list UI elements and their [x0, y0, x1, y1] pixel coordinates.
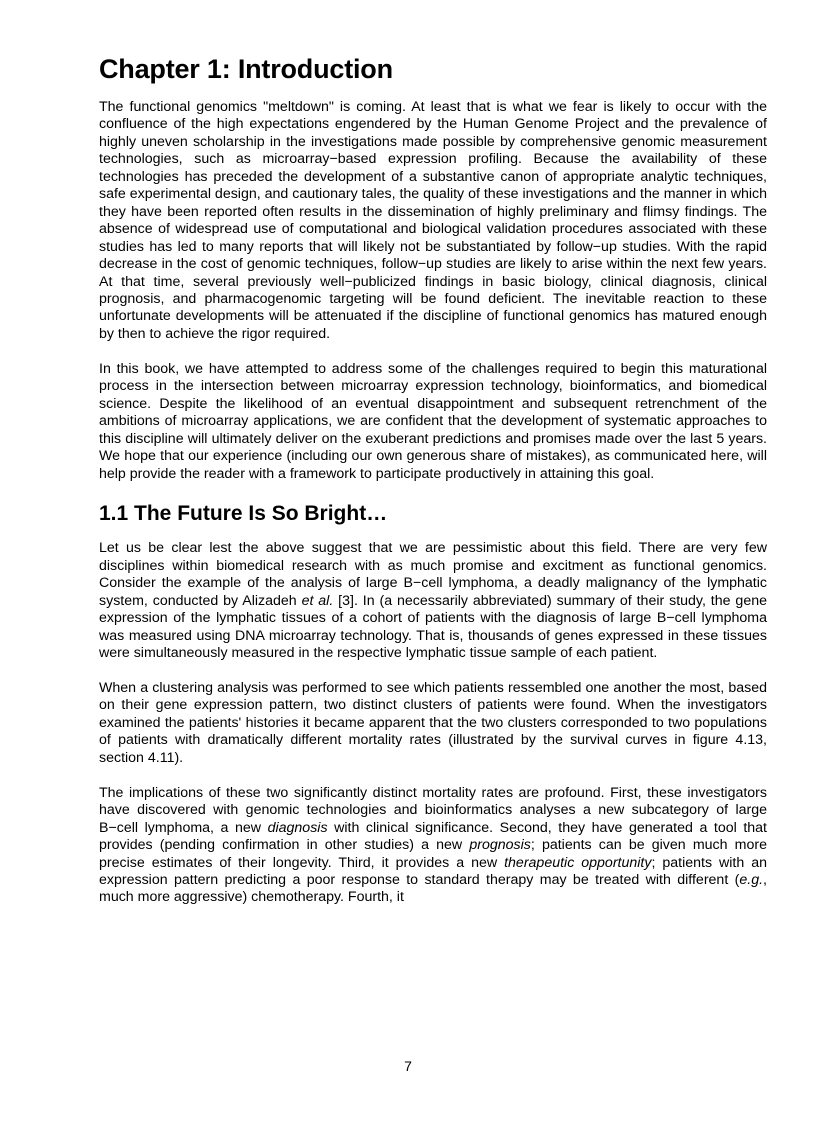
section-paragraph-1 — [99, 540, 767, 662]
section-title: 1.1 The Future Is So Bright… — [99, 502, 388, 526]
emphasis-prognosis: prognosis — [469, 837, 531, 854]
text-run: ; patients with an expression pattern predicting a poor response to standard therapy may be treated with different ( — [99, 854, 768, 888]
text-run: with clinical significance. Second, they have generated a tool that provides (pending confirmation in other studies) a new — [99, 819, 767, 854]
text-run: Let us be clear lest the above suggest that we are pessimistic about this field. There are very few disciplines within biomedical research with as much promise and excitment as functional genomics. Consider the example of the analysis of large B−cell lymphoma, a deadly malignancy of the lymphatic system, conducted by Alizadeh — [99, 540, 767, 609]
section-paragraph-2: When a clustering analysis was performed to see which patients ressembled one another the most, based on their gene expression pattern, two distinct clusters of patients were found. When the investigators examined the patients' histories it became apparent that the two clusters corresponded to two populations of patients with dramatically different mortality rates (illustrated by the survival curves in figure 4.13, section 4.11). — [99, 680, 767, 766]
text-run: ; patients can be given much more precise estimates of their longevity. Third, it provides a new — [99, 837, 767, 871]
emphasis-eg: e.g. — [739, 871, 764, 888]
emphasis-diagnosis: diagnosis — [267, 819, 328, 836]
intro-paragraph-1: The functional genomics "meltdown" is coming. At least that is what we fear is likely to occur with the confluence of the high expectations engendered by the Human Genome Project and the prevalence of highly uneven scholarship in the investigations made possible by comprehensive genomic measurement technologies, such as microarray−based expression profiling. Because the availability of these technologies has preceded the development of a substantive canon of appropriate analytic techniques, safe experimental design, and cautionary tales, the quality of these investigations and the manner in which they have been reported often results in the dissemination of highly preliminary and flimsy findings. The absence of widespread use of computational and biological validation procedures associated with these studies has led to many reports that will likely not be substantiated by follow−up studies. With the rapid decrease in the cost of genomic techniques, follow−up studies are likely to arise within the next few years. At that time, several previously well−publicized findings in basic biology, clinical diagnosis, clinical prognosis, and pharmacogenomic targeting will be found deficient. The inevitable reaction to these unfortunate developments will be attenuated if the discipline of functional genomics has matured enough by then to achieve the rigor required. — [99, 99, 768, 342]
page-body — [99, 52, 767, 924]
intro-paragraph-2: In this book, we have attempted to address some of the challenges required to begin this maturational process in the intersection between microarray expression technology, bioinformatics, and biomedical science. Despite the likelihood of an eventual disappointment and subsequent retrenchment of the ambitions of microarray applications, we are confident that the development of systematic approaches to this discipline will ultimately deliver on the exuberant predictions and promises made over the last 5 years. We hope that our experience (including our own generous share of mistakes), as communicated here, will help provide the reader with a framework to participate productively in attaining this goal. — [99, 360, 767, 482]
page-number: 7 — [404, 1058, 412, 1074]
section-paragraph-3 — [99, 785, 767, 907]
text-run: , much more aggressive) chemotherapy. Fourth, it — [99, 871, 767, 906]
text-run: The implications of these two significantly distinct mortality rates are profound. First, these investigators have discovered with genomic technologies and bioinformatics analyses a new subcategory of large B−cell lymphoma, a new — [99, 784, 767, 836]
text-run: [3]. In (a necessarily abbreviated) summary of their study, the gene expression of the lymphatic tissues of a cohort of patients with the diagnosis of large B−cell lymphoma was measured using DNA microarray technology. That is, thousands of genes expressed in these tissues were simultaneously measured in the respective lymphatic tissue sample of each patient. — [99, 592, 767, 662]
chapter-title: Chapter 1: Introduction — [99, 54, 393, 84]
emphasis-therapeutic: therapeutic opportunity — [504, 854, 652, 871]
citation-emphasis: et al. — [301, 592, 334, 609]
